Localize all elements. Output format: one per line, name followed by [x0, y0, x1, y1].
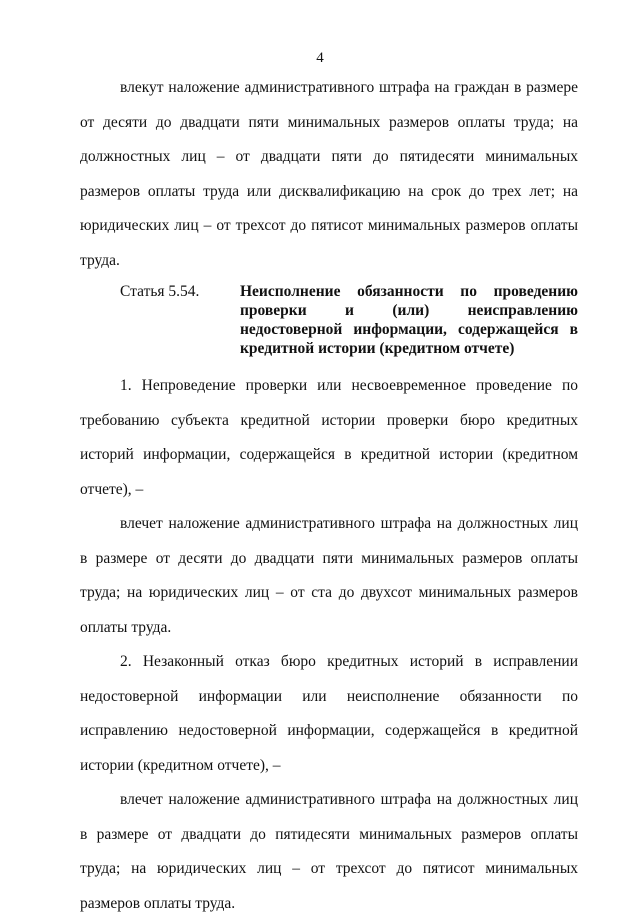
- paragraph-clause-2: 2. Незаконный отказ бюро кредитных историй в исправлении недостоверной информации или неисполнение обязанности по исправлению недостоверной информации, содержащейся в кредитной истории (кредитном отчете), –: [80, 653, 578, 774]
- paragraph-penalties-continued: влекут наложение административного штрафа на граждан в размере от десяти до двадцати пяти минимальных размеров оплаты труда; на должностных лиц – от двадцати пяти до пятидесяти минимальных размеров оплаты труда или дисквалификацию на срок до трех лет; на юридических лиц – от трехсот до пятисот минимальных размеров оплаты труда.: [80, 79, 578, 269]
- page-number: 4: [316, 50, 324, 66]
- document-body: [80, 71, 578, 921]
- paragraph-clause-1: 1. Непроведение проверки или несвоевременное проведение по требованию субъекта кредитной истории проверки бюро кредитных историй информации, содержащейся в кредитной истории (кредитном отчете), –: [80, 377, 578, 498]
- paragraph-clause-2-penalty: влечет наложение административного штрафа на должностных лиц в размере от двадцати до пятидесяти минимальных размеров оплаты труда; на юридических лиц – от трехсот до пятисот минимальных размеров оплаты труда.: [80, 791, 578, 912]
- article-title: Неисполнение обязанности по проведению проверки и (или) неисправлению недостоверной информации, содержащейся в кредитной истории (кредитном отчете): [240, 283, 578, 357]
- article-number: Статья 5.54.: [120, 283, 200, 300]
- article-heading: [80, 282, 578, 358]
- paragraph-clause-1-penalty: влечет наложение административного штрафа на должностных лиц в размере от десяти до двадцати пяти минимальных размеров оплаты труда; на юридических лиц – от ста до двухсот минимальных размеров оплаты труда.: [80, 515, 578, 636]
